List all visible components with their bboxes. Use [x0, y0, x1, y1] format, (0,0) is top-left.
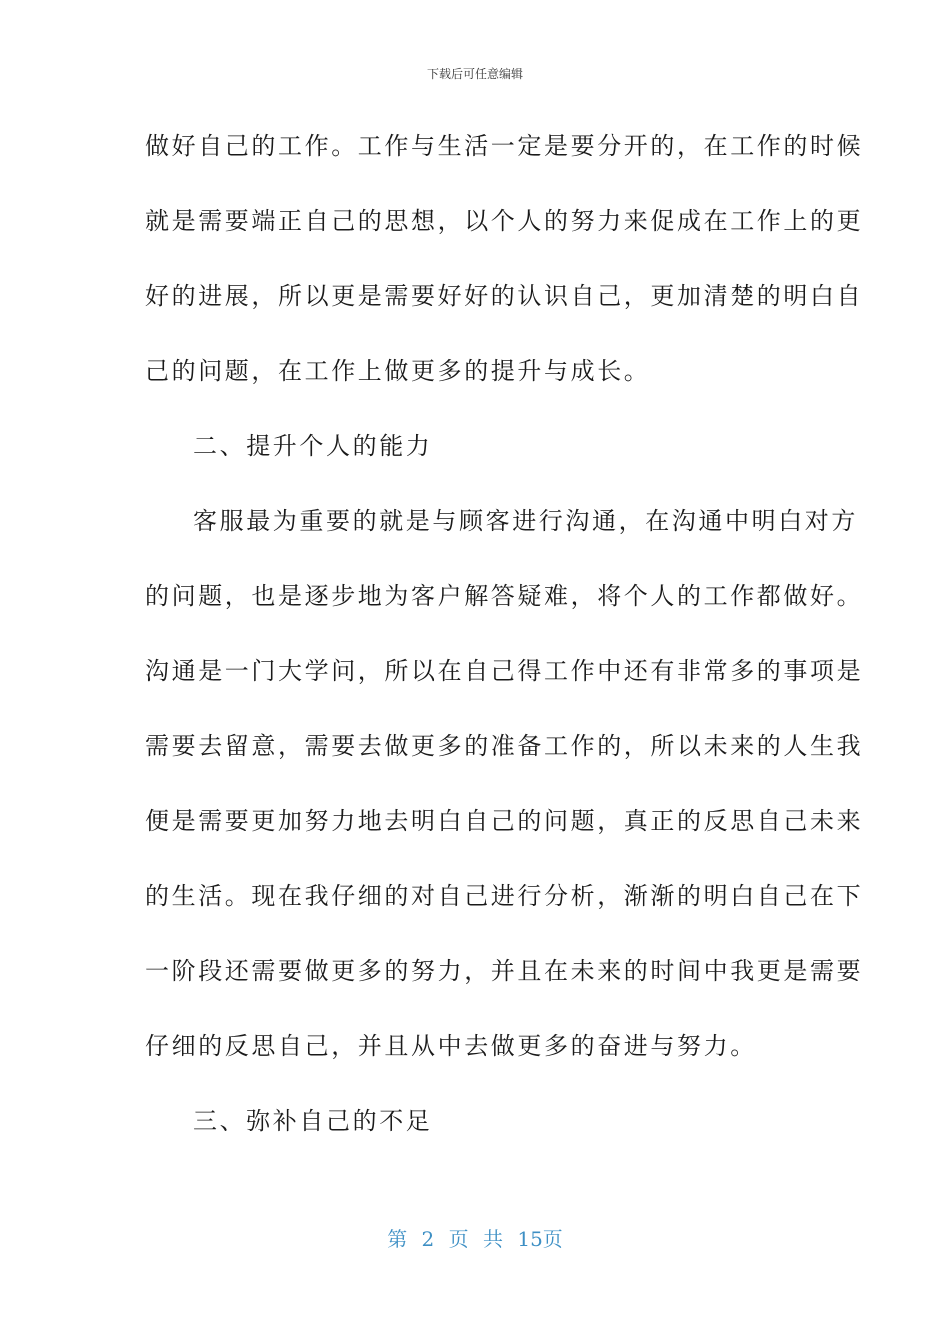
- body-line: 做好自己的工作。工作与生活一定是要分开的，在工作的时候: [145, 132, 864, 160]
- body-line: 就是需要端正自己的思想，以个人的努力来促成在工作上的更: [145, 207, 864, 235]
- body-line: 一阶段还需要做更多的努力，并且在未来的时间中我更是需要: [145, 957, 864, 985]
- section-heading: 二、提升个人的能力: [193, 432, 433, 460]
- page-header: 下载后可任意编辑: [426, 67, 523, 81]
- body-line: 己的问题，在工作上做更多的提升与成长。: [145, 357, 651, 385]
- body-line: 客服最为重要的就是与顾客进行沟通，在沟通中明白对方: [193, 507, 858, 535]
- section-heading: 三、弥补自己的不足: [193, 1107, 433, 1135]
- page-number-footer: 第 2 页 共 15页: [387, 1227, 563, 1251]
- body-line: 便是需要更加努力地去明白自己的问题，真正的反思自己未来: [145, 807, 864, 835]
- body-line: 的生活。现在我仔细的对自己进行分析，渐渐的明白自己在下: [145, 882, 864, 910]
- body-line: 沟通是一门大学问，所以在自己得工作中还有非常多的事项是: [145, 657, 864, 685]
- body-line: 的问题，也是逐步地为客户解答疑难，将个人的工作都做好。: [145, 582, 864, 610]
- body-line: 需要去留意，需要去做更多的准备工作的，所以未来的人生我: [145, 732, 864, 760]
- body-line: 好的进展，所以更是需要好好的认识自己，更加清楚的明白自: [145, 282, 864, 310]
- document-body: [145, 120, 864, 1170]
- body-line: 仔细的反思自己，并且从中去做更多的奋进与努力。: [145, 1032, 757, 1060]
